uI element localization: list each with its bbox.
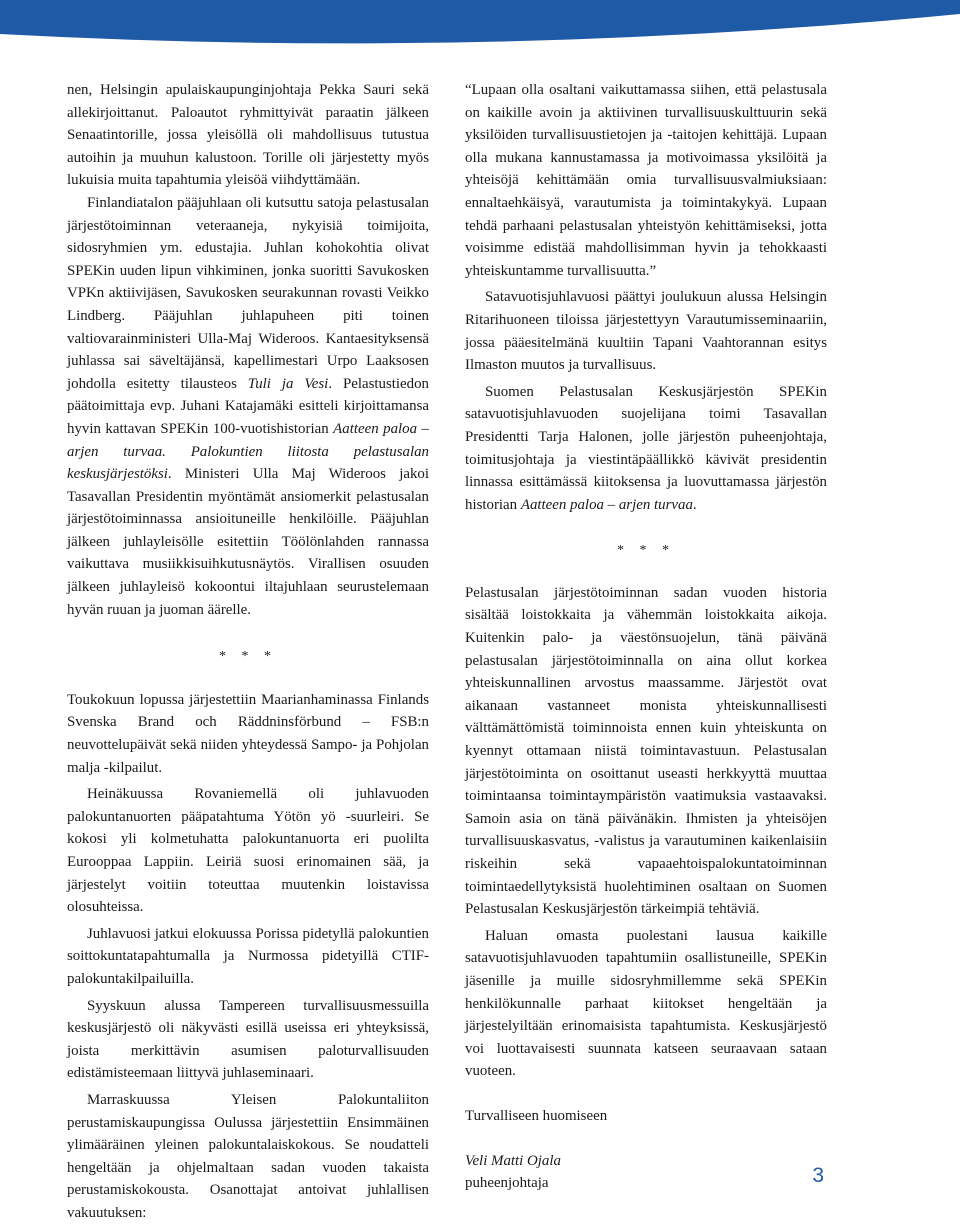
signer-name: Veli Matti Ojala [465,1152,561,1169]
left-column [67,79,429,1225]
gala-text-c: . Ministeri Ulla Maj Wideroos jakoi Tasavallan Presidentin myöntämät ansiomerkit pelastusalan järjestötoiminnassa ansioituneille henkilöille. Pääjuhlan jälkeen juhlayleisölle esitettiin Töölönlahden rannassa vaikuttava musiikkisuihkutusnäytös. Virallisen osuuden jälkeen juhlayleisö kokoontui iltajuhlaan seurustelemaan hyvän ruuan ja juoman äärelle. [67,466,429,618]
paragraph-history: Pelastusalan järjestötoiminnan sadan vuoden historia sisältää loistokkaita ja vähemmän loistokkaita aikoja. Kuitenkin palo- ja väestönsuojelun, tänä päivänä pelastusalan järjestötoiminnalla on aina ollut korkea yhteiskunnallinen arvostus maassamme. Järjestöt ovat aikanaan vastanneet monista yhteiskunnallisesti välttämättömistä toiminnoista ennen kuin yhteiskunta on kyennyt ottamaan niistä toimintavastuun. Pelastusalan järjestötoiminta on osoittanut useasti herkkyyttä muuttaa toimintaansa toimintaympäristön vaatimuksia vastaavaksi. Samoin asia on tänä päivänäkin. Ihmisten ja yhteisöjen turvallisuuskasvatus, -valistus ja varautuminen kaikenlaisiin riskeihin sekä vapaaehtoispalokuntatoiminnan toimintaedellytyksistä huolehtiminen osaltaan on Suomen Pelastusalan Keskusjärjestön tärkeimpiä tehtäviä. [465,584,827,918]
book-title-short: Aatteen paloa – arjen turvaa [520,496,693,513]
patron-text-b: . [692,496,697,513]
paragraph-pledge: “Lupaan olla osaltani vaikuttamassa siihen, että pelastusala on kaikille avoin ja aktiivinen turvallisuuskulttuurin sekä yksilöiden turvallisuustietojen ja -taitojen kehittäjä. Lupaan olla mukana kannustamassa ja motivoimassa yksilöitä ja yhteisöjä kehittämään omia turvallisuusvalmiuksiaan: ennaltaehkäisyä, varautumista ja toimintakykyä. Lupaan tehdä parhaani pelastusalan yhteistyön kehittämiseksi, jotta voisimme edistää mahdollisimman hyvin ja tehokkaasti yhteiskuntamme turvallisuutta.” [465,82,827,279]
gala-text-a: Finlandiatalon pääjuhlaan oli kutsuttu satoja pelastusalan järjestötoiminnan veteraaneja, nykyisiä toimijoita, sidosryhmien ym. edustajia. Juhlan kohokohtia olivat SPEKin uuden lipun vihkiminen, jonka suoritti Savukosken VPKn aktiivijäsen, Savukosken seurakunnan rovasti Veikko Lindberg. Pääjuhlan juhlapuheen piti toinen valtiovarainministeri Ulla-Maj Wideroos. Kantaesityksensä juhlassa sai säveltäjänsä, kapellimestari Urpo Laaksosen johdolla esitetty tilausteos [67,194,429,392]
paragraph-main-gala [67,192,429,621]
paragraph-august: Juhlavuosi jatkui elokuussa Porissa pidetyllä palokuntien soittokuntatapahtumalla ja Nurmossa pidetyillä CTIF-palokuntakilpailuilla. [67,925,429,987]
section-divider: * * * [617,543,675,559]
paragraph-september: Syyskuun alussa Tampereen turvallisuusmessuilla keskusjärjestö oli näkyvästi esillä useissa eri yhteyksissä, joista merkittävin asumisen paloturvallisuuden edistämisteemaan liittyvä juhlaseminaari. [67,997,429,1082]
header-band-shape [0,0,960,43]
signer-title: puheenjohtaja [465,1175,549,1192]
paragraph-parade: nen, Helsingin apulaiskaupunginjohtaja Pekka Sauri sekä allekirjoittanut. Paloautot ryhmittyivät paraatin jälkeen Senaatintorille, jossa yleisöllä oli mahdollisuus tutustua autoihin ja muuhun kalustoon. Torille oli järjestetty myös lukuisia muita tapahtumia yleisöä viihdyttämään. [67,82,429,189]
patron-text-a: Suomen Pelastusalan Keskusjärjestön SPEKin satavuotisjuhlavuoden suojelijana toimi Tasavallan Presidentti Tarja Halonen, jolle järjestön puheenjohtaja, toimitusjohtaja ja viestintäpäällikkö kävivät presidentin linnassa esittämässä kiitoksensa ja luovuttamassa järjestön historian [465,383,827,513]
book-title-history: Aatteen paloa – arjen turvaa. Palokuntien liitosta pelastusalan keskusjärjestöksi [67,420,429,483]
header-band [0,0,960,44]
signature-block [465,1105,827,1195]
paragraph-thanks: Haluan omasta puolestani lausua kaikille satavuotisjuhlavuoden tapahtumiin osallistuneille, SPEKin jäsenille ja muille sidosryhmillemme sekä SPEKin henkilökunnalle parhaat kiitokset hengeltään ja järjestelyiltään erinomaisista tapahtumista. Keskusjärjestö voi luottavaisesti suunnata katseen seuraavaan sataan vuoteen. [465,927,827,1080]
paragraph-november: Marraskuussa Yleisen Palokuntaliiton perustamiskaupungissa Oulussa järjestettiin Ensimmäinen ylimääräinen yleinen palokuntalaiskokous. Se noudatteli hengeltään ja ohjelmaltaan sadan vuoden takaista perustamiskokousta. Osanottajat antoivat juhlallisen vakuutuksen: [67,1091,429,1221]
paragraph-july: Heinäkuussa Rovaniemellä oli juhlavuoden palokuntanuorten pääpatahtuma Yötön yö -suurleiri. Se kokosi yli kolmetuhatta palokuntanuorta eri puolilta Eurooppaa Lappiin. Leiriä suosi erinomainen sää, ja järjestelyt voitiin toteuttaa muutenkin loistavissa olosuhteissa. [67,786,429,916]
paragraph-may: Toukokuun lopussa järjestettiin Maarianhaminassa Finlands Svenska Brand och Räddninsförbund – FSB:n neuvottelupäivät sekä niiden yhteydessä Sampo- ja Pohjolan malja -kilpailut. [67,691,429,776]
closing-line: Turvalliseen huomiseen [465,1107,608,1124]
gala-text-b: . Pelastustiedon päätoimittaja evp. Juhani Katajamäki esitteli kirjoittamansa hyvin kattavan SPEKin 100-vuotishistorian [67,375,429,437]
paragraph-patron [465,381,827,517]
work-title-tuli-ja-vesi: Tuli ja Vesi [247,375,329,392]
paragraph-december: Satavuotisjuhlavuosi päättyi joulukuun alussa Helsingin Ritarihuoneen tiloissa järjestettyyn Varautumisseminaariin, jossa pääesitelmänä kuultiin Tapani Vaahtorannan esitys Ilmaston muutos ja turvallisuus. [465,289,827,374]
section-divider: * * * [219,649,277,665]
page-number: 3 [812,1164,824,1187]
right-column [465,79,827,1195]
